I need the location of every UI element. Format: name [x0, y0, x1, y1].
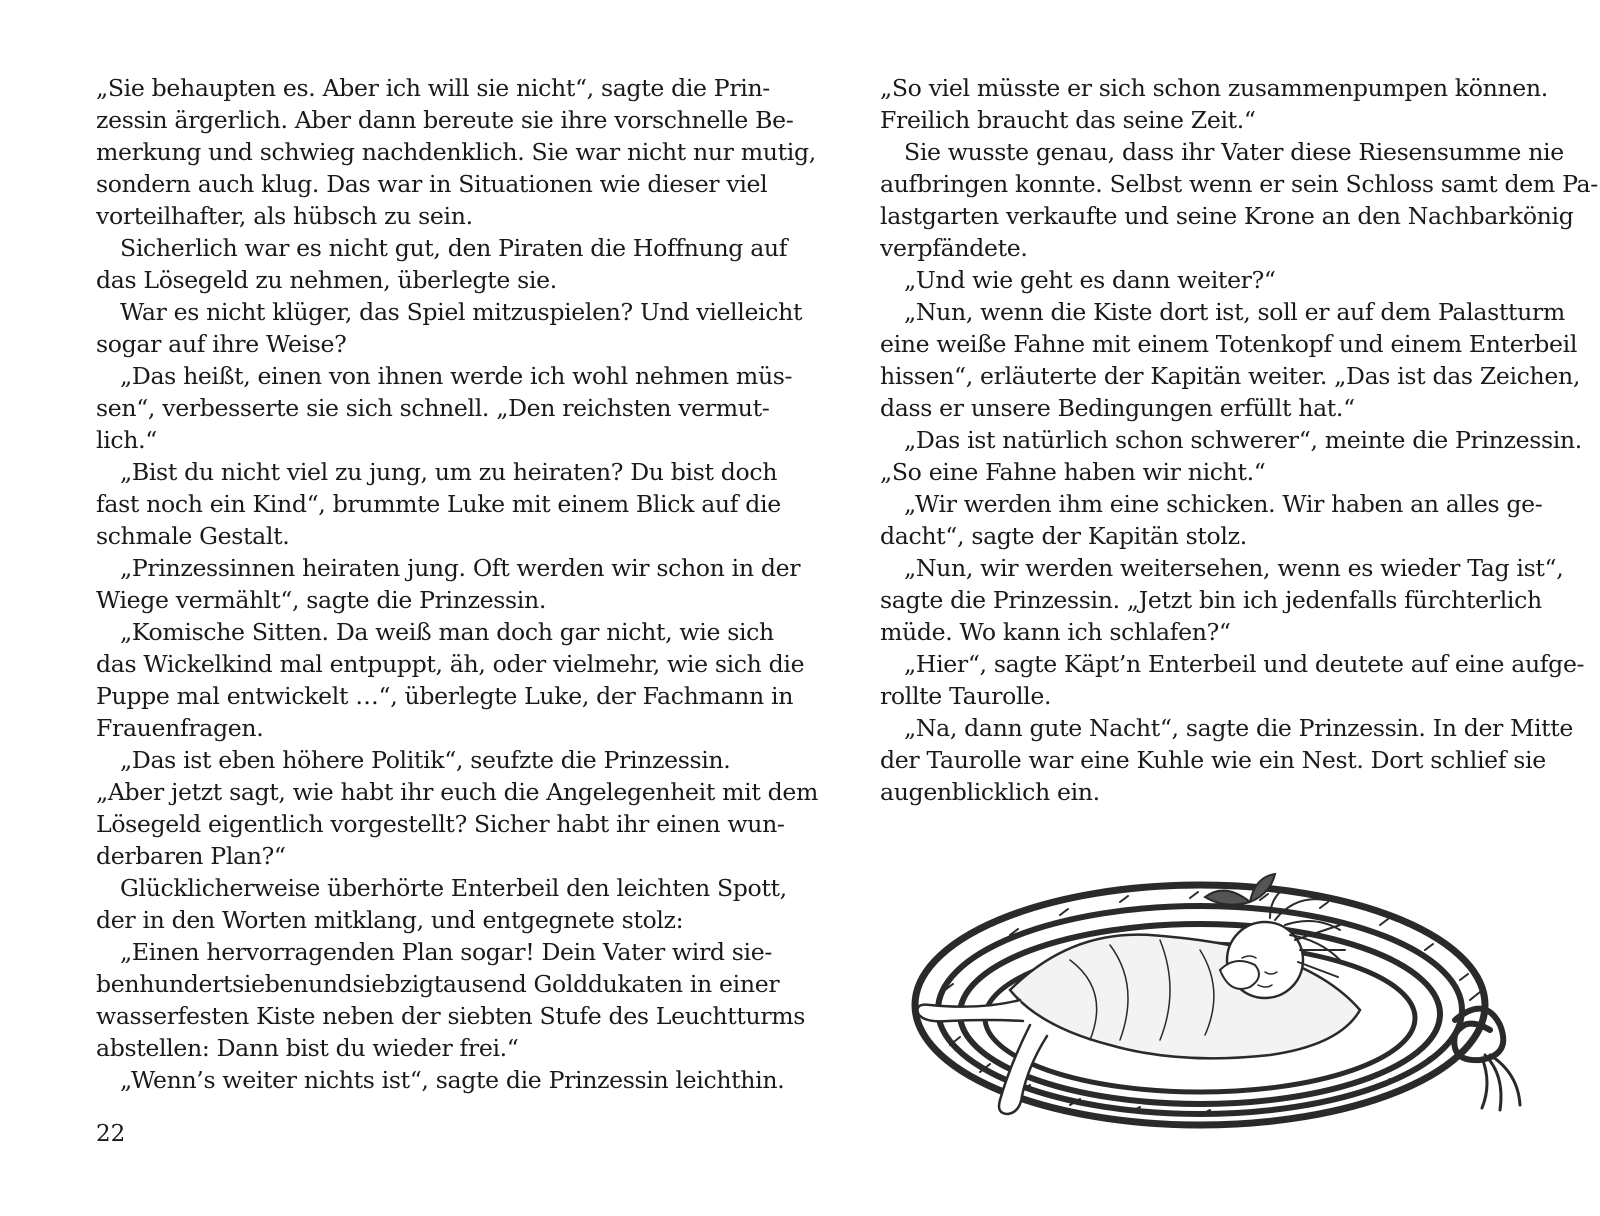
text-line: derbaren Plan?“	[96, 842, 286, 870]
text-line: fast noch ein Kind“, brummte Luke mit einem Blick auf die	[96, 490, 781, 518]
text-line: Frauenfragen.	[96, 714, 264, 742]
text-line: „Bist du nicht viel zu jung, um zu heiraten? Du bist doch	[120, 458, 778, 486]
text-line: das Wickelkind mal entpuppt, äh, oder vielmehr, wie sich die	[96, 650, 805, 678]
text-line: „Einen hervorragenden Plan sogar! Dein Vater wird sie-	[120, 938, 772, 966]
text-line: schmale Gestalt.	[96, 522, 290, 550]
text-line: sen“, verbesserte sie sich schnell. „Den reichsten vermut-	[96, 394, 770, 422]
text-line: „Prinzessinnen heiraten jung. Oft werden wir schon in der	[120, 554, 801, 582]
text-line: „Wenn’s weiter nichts ist“, sagte die Prinzessin leichthin.	[120, 1066, 785, 1094]
text-line: Lösegeld eigentlich vorgestellt? Sicher habt ihr einen wun-	[96, 810, 785, 838]
sleeping-princess-illustration	[870, 840, 1530, 1140]
text-line: aufbringen konnte. Selbst wenn er sein Schloss samt dem Pa-	[880, 170, 1598, 198]
text-line: verpfändete.	[880, 234, 1028, 262]
text-line: Glücklicherweise überhörte Enterbeil den leichten Spott,	[120, 874, 787, 902]
text-line: „Das heißt, einen von ihnen werde ich wohl nehmen müs-	[120, 362, 793, 390]
text-line: „So eine Fahne haben wir nicht.“	[880, 458, 1266, 486]
text-line: lich.“	[96, 426, 157, 454]
text-line: das Lösegeld zu nehmen, überlegte sie.	[96, 266, 557, 294]
text-line: dacht“, sagte der Kapitän stolz.	[880, 522, 1247, 550]
text-line: hissen“, erläuterte der Kapitän weiter. „Das ist das Zeichen,	[880, 362, 1580, 390]
text-line: der in den Worten mitklang, und entgegnete stolz:	[96, 906, 684, 934]
text-line: der Taurolle war eine Kuhle wie ein Nest. Dort schlief sie	[880, 746, 1546, 774]
girl-arm	[918, 1000, 1024, 1021]
text-line: Sie wusste genau, dass ihr Vater diese Riesensumme nie	[904, 138, 1564, 166]
text-line: rollte Taurolle.	[880, 682, 1052, 710]
text-line: „Na, dann gute Nacht“, sagte die Prinzessin. In der Mitte	[904, 714, 1574, 742]
text-line: „Sie behaupten es. Aber ich will sie nicht“, sagte die Prin-	[96, 74, 770, 102]
text-line: benhundertsiebenundsiebzigtausend Golddukaten in einer	[96, 970, 780, 998]
text-line: War es nicht klüger, das Spiel mitzuspielen? Und vielleicht	[120, 298, 803, 326]
text-line: Sicherlich war es nicht gut, den Piraten die Hoffnung auf	[120, 234, 788, 262]
text-line: „So viel müsste er sich schon zusammenpumpen können.	[880, 74, 1548, 102]
left-page	[96, 72, 819, 1096]
text-line: sondern auch klug. Das war in Situationen wie dieser viel	[96, 170, 768, 198]
text-line: „Wir werden ihm eine schicken. Wir haben an alles ge-	[904, 490, 1543, 518]
text-line: vorteilhafter, als hübsch zu sein.	[96, 202, 473, 230]
text-line: Freilich braucht das seine Zeit.“	[880, 106, 1256, 134]
text-line: dass er unsere Bedingungen erfüllt hat.“	[880, 394, 1355, 422]
text-line: zessin ärgerlich. Aber dann bereute sie ihre vorschnelle Be-	[96, 106, 794, 134]
text-line: merkung und schwieg nachdenklich. Sie war nicht nur mutig,	[96, 138, 816, 166]
text-line: lastgarten verkaufte und seine Krone an den Nachbarkönig	[880, 202, 1574, 230]
text-line: eine weiße Fahne mit einem Totenkopf und einem Enterbeil	[880, 330, 1578, 358]
page-number: 22	[96, 1121, 126, 1147]
text-line: „Hier“, sagte Käpt’n Enterbeil und deutete auf eine aufge-	[904, 650, 1585, 678]
text-line: „Aber jetzt sagt, wie habt ihr euch die Angelegenheit mit dem	[96, 778, 819, 806]
text-line: sagte die Prinzessin. „Jetzt bin ich jedenfalls fürchterlich	[880, 586, 1542, 614]
text-line: „Nun, wenn die Kiste dort ist, soll er auf dem Palastturm	[904, 298, 1565, 326]
text-line: „Und wie geht es dann weiter?“	[904, 266, 1276, 294]
text-line: „Das ist natürlich schon schwerer“, meinte die Prinzessin.	[904, 426, 1582, 454]
text-line: augenblicklich ein.	[880, 778, 1100, 806]
text-line: Wiege vermählt“, sagte die Prinzessin.	[96, 586, 546, 614]
text-line: wasserfesten Kiste neben der siebten Stufe des Leuchtturms	[96, 1002, 806, 1030]
rope-frayed-end	[1482, 1055, 1520, 1110]
text-line: „Komische Sitten. Da weiß man doch gar nicht, wie sich	[120, 618, 774, 646]
text-line: „Nun, wir werden weitersehen, wenn es wieder Tag ist“,	[904, 554, 1564, 582]
text-line: sogar auf ihre Weise?	[96, 330, 347, 358]
text-line: müde. Wo kann ich schlafen?“	[880, 618, 1231, 646]
text-line: Puppe mal entwickelt …“, überlegte Luke, der Fachmann in	[96, 682, 794, 710]
right-page	[880, 72, 1598, 808]
text-line: abstellen: Dann bist du wieder frei.“	[96, 1034, 519, 1062]
text-line: „Das ist eben höhere Politik“, seufzte die Prinzessin.	[120, 746, 731, 774]
